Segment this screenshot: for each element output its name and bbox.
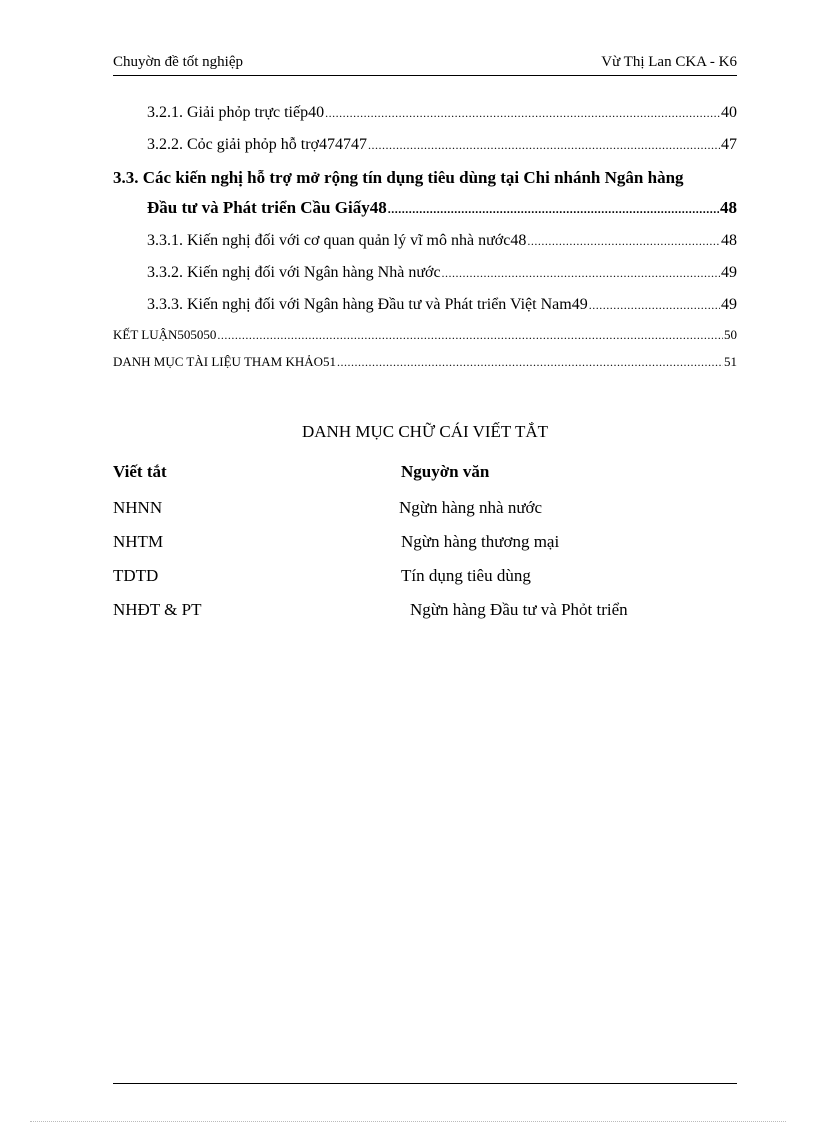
toc-entry-title: Đầu tư và Phát triển Cầu Giấy48	[147, 198, 387, 217]
header-author: Vừ Thị Lan CKA - K6	[601, 54, 737, 70]
toc-entry-title: KẾT LUẬN505050	[113, 327, 217, 342]
abbr-meaning: Tín dụng tiêu dùng	[401, 566, 531, 585]
abbr-code: NHTM	[113, 532, 164, 551]
abbr-meaning: Ngừn hàng nhà nước	[399, 498, 543, 517]
toc-leader	[388, 197, 719, 221]
table-of-contents	[113, 100, 737, 378]
toc-entry-3-2-2[interactable]	[113, 132, 737, 164]
toc-page-number: 48	[721, 232, 737, 249]
footer-rule	[113, 1083, 737, 1084]
toc-entry-references[interactable]	[113, 351, 737, 378]
toc-entry-title: 3.2.2. Cỏc giải phỏp hỗ trợ474747	[147, 136, 367, 153]
toc-leader	[337, 351, 723, 373]
page-header	[113, 52, 737, 74]
toc-entry-title: 3.3.1. Kiến nghị đối với cơ quan quản lý vĩ mô nhà nước48	[147, 232, 527, 249]
abbr-meaning: Ngừn hàng thương mại	[401, 532, 560, 551]
header-rule	[113, 75, 737, 76]
toc-entry-3-3[interactable]	[113, 164, 737, 196]
col-full-header: Nguyờn văn	[401, 462, 490, 481]
toc-entry-title: 3.3.2. Kiến nghị đối với Ngân hàng Nhà nước	[147, 264, 441, 281]
abbr-code: NHNN	[113, 498, 163, 517]
toc-leader	[325, 100, 720, 126]
toc-leader	[589, 292, 720, 318]
toc-entry-3-3-2[interactable]	[113, 260, 737, 292]
toc-page-number: 51	[724, 354, 737, 369]
toc-entry-title: DANH MỤC TÀI LIỆU THAM KHẢO51	[113, 354, 337, 369]
abbr-code: TDTD	[113, 566, 159, 585]
header-title: Chuyờn đề tốt nghiệp	[113, 54, 244, 70]
toc-entry-title: 3.2.1. Giải phỏp trực tiếp40	[147, 104, 325, 121]
toc-entry-3-3-1[interactable]	[113, 228, 737, 260]
toc-leader	[527, 228, 720, 254]
toc-entry-title: 3.3. Các kiến nghị hỗ trợ mở rộng tín dụng tiêu dùng tại Chi nhánh Ngân hàng	[113, 168, 684, 187]
toc-leader	[442, 260, 720, 286]
abbreviations-title: DANH MỤC CHỮ CÁI VIẾT TẮT	[301, 422, 548, 441]
abbr-meaning: Ngừn hàng Đầu tư và Phỏt triển	[410, 600, 628, 619]
toc-entry-conclusion[interactable]	[113, 324, 737, 351]
toc-page-number: 49	[721, 296, 737, 313]
toc-page-number: 47	[721, 136, 737, 153]
toc-leader	[217, 324, 723, 346]
toc-entry-title: 3.3.3. Kiến nghị đối với Ngân hàng Đầu tư và Phát triển Việt Nam49	[147, 296, 588, 313]
page-edge-divider	[30, 1121, 786, 1122]
abbr-code: NHĐT & PT	[113, 600, 202, 619]
toc-entry-3-2-1[interactable]	[113, 100, 737, 132]
toc-page-number: 40	[721, 104, 737, 121]
col-abbr-header: Viết tắt	[113, 462, 167, 481]
toc-page-number: 49	[721, 264, 737, 281]
toc-page-number: 50	[724, 327, 737, 342]
toc-leader	[368, 132, 720, 158]
toc-page-number: 48	[720, 198, 737, 217]
toc-entry-3-3-3[interactable]	[113, 292, 737, 324]
toc-entry-3-3-cont[interactable]	[113, 196, 737, 228]
